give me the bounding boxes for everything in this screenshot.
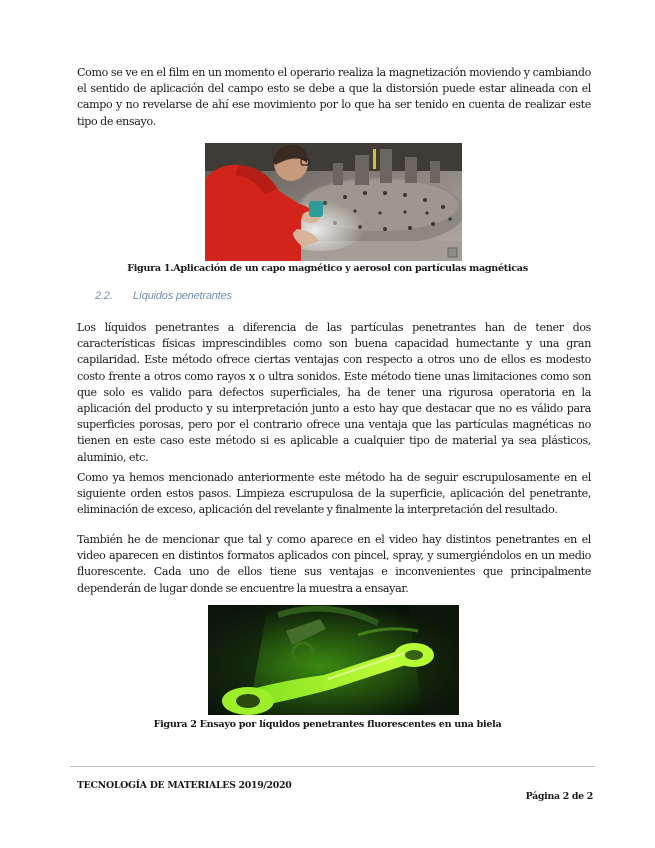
paragraph-penetrants-intro: Los líquidos penetrantes a diferencia de las partículas penetrantes han de tener dos características físicas imprescindibles como son buena capacidad humectante y una gran capilaridad. Este método ofrece ciertas ventajas con respecto a otros uno de ellos es modesto costo frente a otros como rayos x o ultra sonidos. Este método tiene unas limitaciones como son que solo es valido para defectos superficiales, ha de tener una rigurosa operatoria en la aplicación del producto y su interpretación junto a esto hay que destacar que no es válido para superficies porosas, pero por el contrario ofrece una ventaja que las partículas magnéticas no tienen en este caso este método si es aplicable a cualquier tipo de material ya sea plásticos, aluminio, etc.: [77, 321, 591, 464]
section-number: 2.2.: [95, 290, 113, 302]
figure-1-photo: [205, 143, 462, 261]
paragraph-magnetization: Como se ve en el film en un momento el operario realiza la magnetización moviendo y cambiando el sentido de aplicación del campo esto se debe a que la distorsión puede estar alineada con el campo y no revelarse de ahí ese movimiento por lo que ha ser tenido en cuenta de realizar este tipo de ensayo.: [77, 66, 591, 128]
paragraph-video-formats: También he de mencionar que tal y como aparece en el video hay distintos penetrantes en el video aparecen en distintos formatos aplicados con pincel, spray, y sumergiéndolos en un medio fluorescente. Cada uno de ellos tiene sus ventajas e inconvenientes que principalmente dependerán de lugar donde se encuentre la muestra a ensayar.: [77, 533, 591, 595]
section-heading: [95, 290, 232, 302]
figure-1-caption: Figura 1.Aplicación de un capo magnético y aerosol con partículas magnéticas: [127, 263, 528, 274]
footer-divider: [70, 766, 595, 767]
footer-page-number: Página 2 de 2: [525, 791, 593, 802]
section-title: Líquidos penetrantes: [133, 290, 232, 302]
figure-2-caption: Figura 2 Ensayo por líquidos penetrantes fluorescentes en una biela: [153, 719, 502, 730]
paragraph-method-steps: Como ya hemos mencionado anteriormente este método ha de seguir escrupulosamente en el siguiente orden estos pasos. Limpieza escrupulosa de la superficie, aplicación del penetrante, eliminación de exceso, aplicación del revelante y finalmente la interpretación del resultado.: [77, 471, 591, 517]
figure-2-photo: [208, 605, 459, 715]
footer-course: TECNOLOGÍA DE MATERIALES 2019/2020: [77, 780, 292, 791]
